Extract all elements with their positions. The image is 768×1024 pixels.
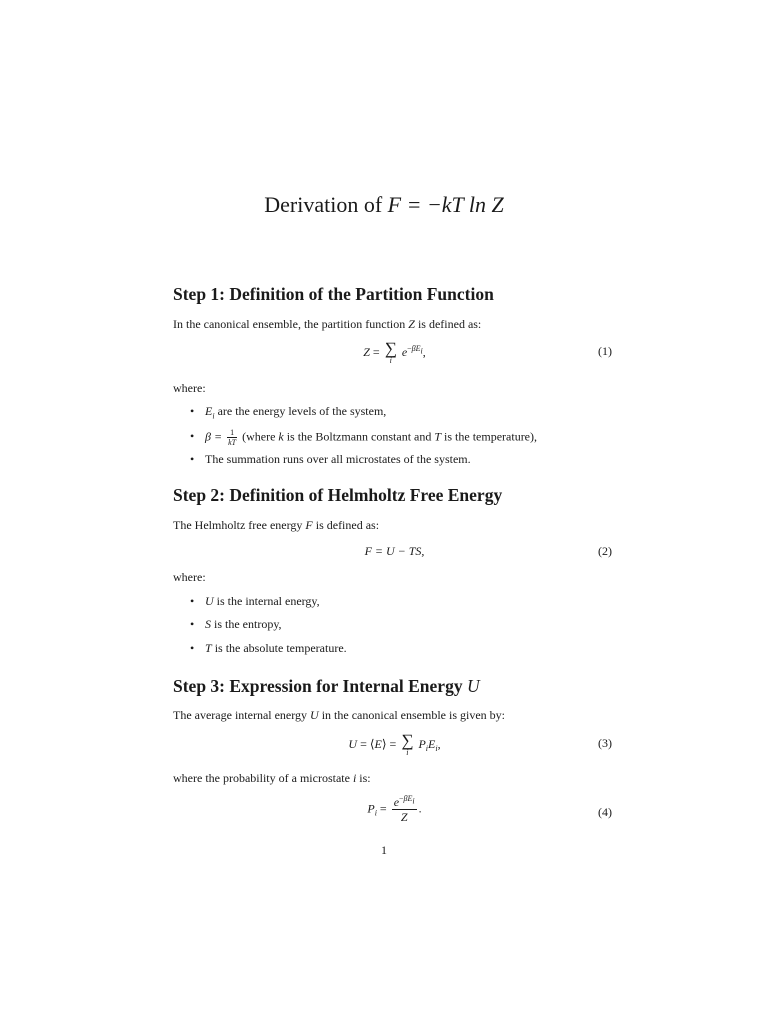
bullet-sub: i: [212, 411, 215, 421]
section2-intro: [173, 518, 379, 533]
paper-title: [0, 192, 768, 218]
bullet-var: T: [205, 641, 212, 655]
bullet-text: is the entropy,: [211, 617, 282, 631]
list-item: • β = $\frac{1}{kT}$ (where k is the Boltzmann constant and T is the temperature),: [190, 428, 538, 447]
equation-4: $P_i$ = $\frac{e^{-\beta E_i}}{Z}$ .: [367, 794, 422, 824]
section1-intro-prefix: In the canonical ensemble, the partition function: [173, 317, 409, 331]
section3-intro: [173, 708, 505, 723]
section-heading-step1: Step 1: Definition of the Partition Function: [173, 284, 494, 304]
equation-number-4: (4): [598, 805, 612, 819]
section3-heading-var: U: [466, 676, 480, 696]
equation-number-3: (3): [598, 736, 612, 750]
equation-3: U = ⟨E⟩ = ∑ i $P_iE_i$,: [348, 731, 441, 757]
beta-prefix: β =: [205, 429, 226, 444]
list-item: • T is the absolute temperature.: [190, 641, 347, 655]
page-number: 1: [381, 843, 387, 857]
list-item: • $E_i$ are the energy levels of the system,: [190, 404, 387, 421]
bullet-text: The summation runs over all microstates of the system.: [205, 452, 471, 466]
equation-2: [173, 544, 616, 559]
section1-intro-suffix: is defined as:: [414, 317, 482, 331]
equation-1: Z = ∑ i $e^{-\beta E_i}$,: [363, 339, 426, 365]
section2-intro-suffix: is defined as:: [312, 518, 380, 532]
sum-symbol: ∑ i: [384, 339, 397, 365]
equation-number-1: (1): [598, 344, 612, 358]
bullet-text-a: (where: [239, 429, 279, 444]
bullet-var: U: [205, 594, 214, 608]
section1-where: where:: [173, 381, 206, 395]
section2-where: where:: [173, 570, 206, 584]
section3-intro-prefix: The average internal energy: [173, 708, 311, 722]
bullet-var-t: T: [434, 429, 442, 444]
equation-2-text: F = U − TS,: [364, 544, 425, 558]
bullet-text: are the energy levels of the system,: [214, 404, 387, 418]
fraction-denominator: kT: [228, 438, 237, 447]
bullet-var-k: k: [278, 429, 284, 444]
bullet-text-c: is the temperature),: [441, 429, 538, 444]
bullet-text-b: is the Boltzmann constant and: [283, 429, 435, 444]
probability-suffix: is:: [356, 771, 371, 785]
section-heading-step2: Step 2: Definition of Helmholtz Free Energy: [173, 485, 503, 505]
section3-probability-text: [173, 771, 371, 786]
list-item: • U is the internal energy,: [190, 594, 320, 608]
section3-intro-var: U: [310, 708, 319, 722]
sum-symbol: ∑ i: [401, 731, 414, 757]
section1-intro: [173, 317, 481, 332]
equation-number-2: (2): [598, 544, 612, 558]
section2-intro-prefix: The Helmholtz free energy: [173, 518, 306, 532]
bullet-var: E: [205, 404, 213, 418]
probability-prefix: where the probability of a microstate: [173, 771, 353, 785]
bullet-text: is the internal energy,: [213, 594, 320, 608]
list-item: • S is the entropy,: [190, 617, 282, 631]
section3-intro-suffix: in the canonical ensemble is given by:: [318, 708, 505, 722]
bullet-var: S: [205, 617, 211, 631]
section3-heading-text: Step 3: Expression for Internal Energy: [173, 676, 467, 696]
bullet-text: is the absolute temperature.: [211, 641, 347, 655]
section1-intro-var: Z: [408, 317, 415, 331]
probability-var: i: [352, 771, 357, 785]
title-formula: F = −kT ln Z: [387, 192, 504, 217]
fraction-numerator: 1: [230, 428, 235, 437]
title-prefix: Derivation of: [264, 192, 388, 217]
equation-4-fraction: $\frac{e^{-\beta E_i}}{Z}$: [393, 794, 415, 824]
list-item: • The summation runs over all microstates of the system.: [190, 452, 471, 466]
inline-fraction: [227, 428, 237, 447]
section-heading-step3: [173, 676, 480, 697]
section2-intro-var: F: [305, 518, 313, 532]
